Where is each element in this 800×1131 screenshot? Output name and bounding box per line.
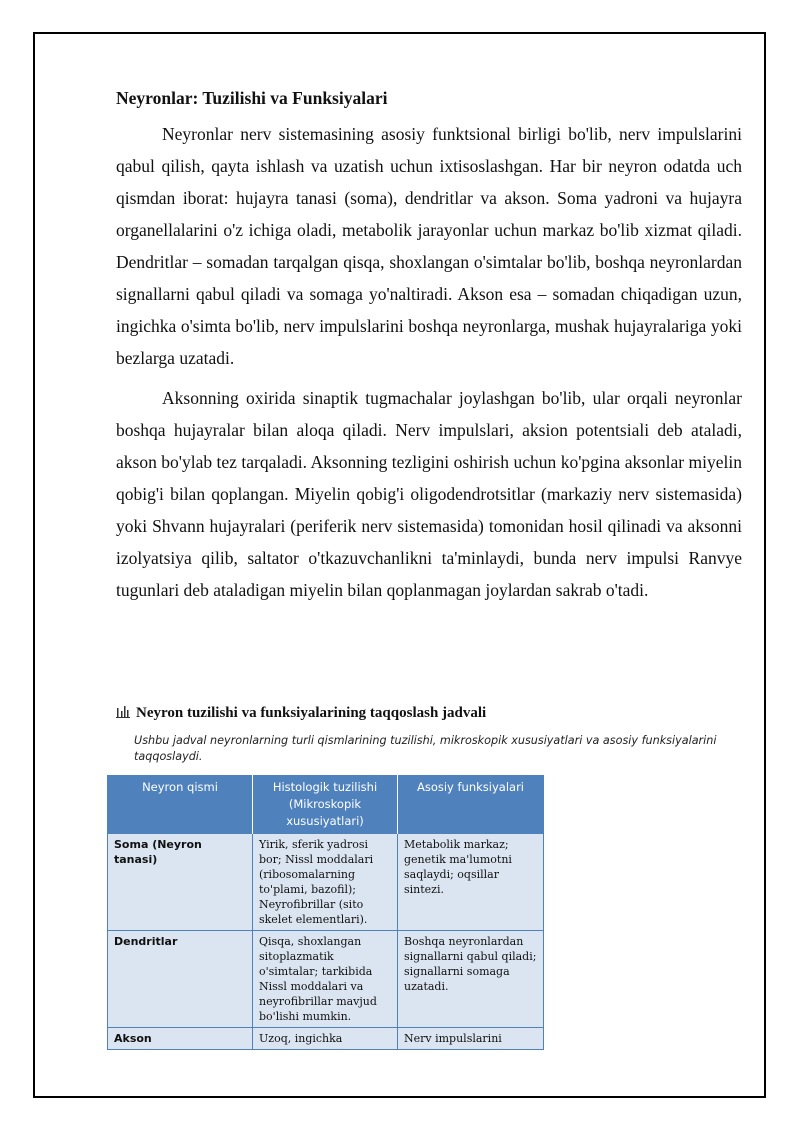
table-header-row xyxy=(108,776,544,834)
table-cell-part: Akson xyxy=(108,1028,253,1050)
table-cell-structure: Qisqa, shoxlangan sitoplazmatik o'simtalar; tarkibida Nissl moddalari va neyrofibrillar mavjud bo'lishi mumkin. xyxy=(253,931,398,1028)
table-caption: Ushbu jadval neyronlarning turli qismlarining tuzilishi, mikroskopik xususiyatlari va asosiy funksiyalarini taqqoslaydi. xyxy=(134,734,717,763)
comparison-table xyxy=(107,775,544,1050)
table-heading xyxy=(116,702,756,724)
table-row xyxy=(108,931,544,1028)
paragraph-2: Aksonning oxirida sinaptik tugmachalar joylashgan bo'lib, ular orqali neyronlar boshqa hujayralar bilan aloqa qiladi. Nerv impulslari, aksion potentsiali deb ataladi, akson bo'ylab tez tarqaladi. Aksonning tezligini oshirish uchun ko'pgina aksonlar miyelin qobig'i bilan qoplangan. Miyelin qobig'i oligodendrotsitlar (markaziy nerv sistemasida) yoki Shvann hujayralari (periferik nerv sistemasida) tomonidan hosil qilinadi va aksonni izolyatsiya qilib, saltator o'tkazuvchanlikni ta'minlaydi, bunda nerv impulsi Ranvye tugunlari deb ataladigan miyelin bilan qoplanmagan joylardan sakrab o'tadi. xyxy=(116,388,742,600)
table-cell-structure: Yirik, sferik yadrosi bor; Nissl moddalari (ribosomalarning to'plami, bazofil); Neyrofibrillar (sito skelet elementlari). xyxy=(253,834,398,931)
table-cell-structure: Uzoq, ingichka xyxy=(253,1028,398,1050)
table-heading-text: Neyron tuzilishi va funksiyalarining taqqoslash jadvali xyxy=(136,705,487,721)
table-cell-part: Soma (Neyron tanasi) xyxy=(108,834,253,931)
table-cell-function: Nerv impulslarini xyxy=(398,1028,544,1050)
paragraph-1: Neyronlar nerv sistemasining asosiy funktsional birligi bo'lib, nerv impulslarini qabul qilish, qayta ishlash va uzatish uchun ixtisoslashgan. Har bir neyron odatda uch qismdan iborat: hujayra tanasi (soma), dendritlar va akson. Soma yadroni va hujayra organellalarini o'z ichiga oladi, metabolik jarayonlar uchun markaz bo'lib xizmat qiladi. Dendritlar – somadan tarqalgan qisqa, shoxlangan o'simtalar bo'lib, boshqa neyronlardan signallarni qabul qiladi va somaga yo'naltiradi. Akson esa – somadan chiqadigan uzun, ingichka o'simta bo'lib, nerv impulslarini boshqa neyronlarga, mushak hujayralariga yoki bezlarga uzatadi. xyxy=(116,124,742,368)
document-title: Neyronlar: Tuzilishi va Funksiyalari xyxy=(116,88,388,108)
table-row xyxy=(108,1028,544,1050)
column-header: Histologik tuzilishi (Mikroskopik xususiyatlari) xyxy=(253,776,398,834)
column-header: Neyron qismi xyxy=(108,776,253,834)
document-body xyxy=(116,86,742,614)
table-cell-function: Metabolik markaz; genetik ma'lumotni saqlaydi; oqsillar sintezi. xyxy=(398,834,544,931)
table-cell-function: Boshqa neyronlardan signallarni qabul qiladi; signallarni somaga uzatadi. xyxy=(398,931,544,1028)
bar-chart-icon xyxy=(116,706,130,718)
table-row xyxy=(108,834,544,931)
column-header: Asosiy funksiyalari xyxy=(398,776,544,834)
table-cell-part: Dendritlar xyxy=(108,931,253,1028)
